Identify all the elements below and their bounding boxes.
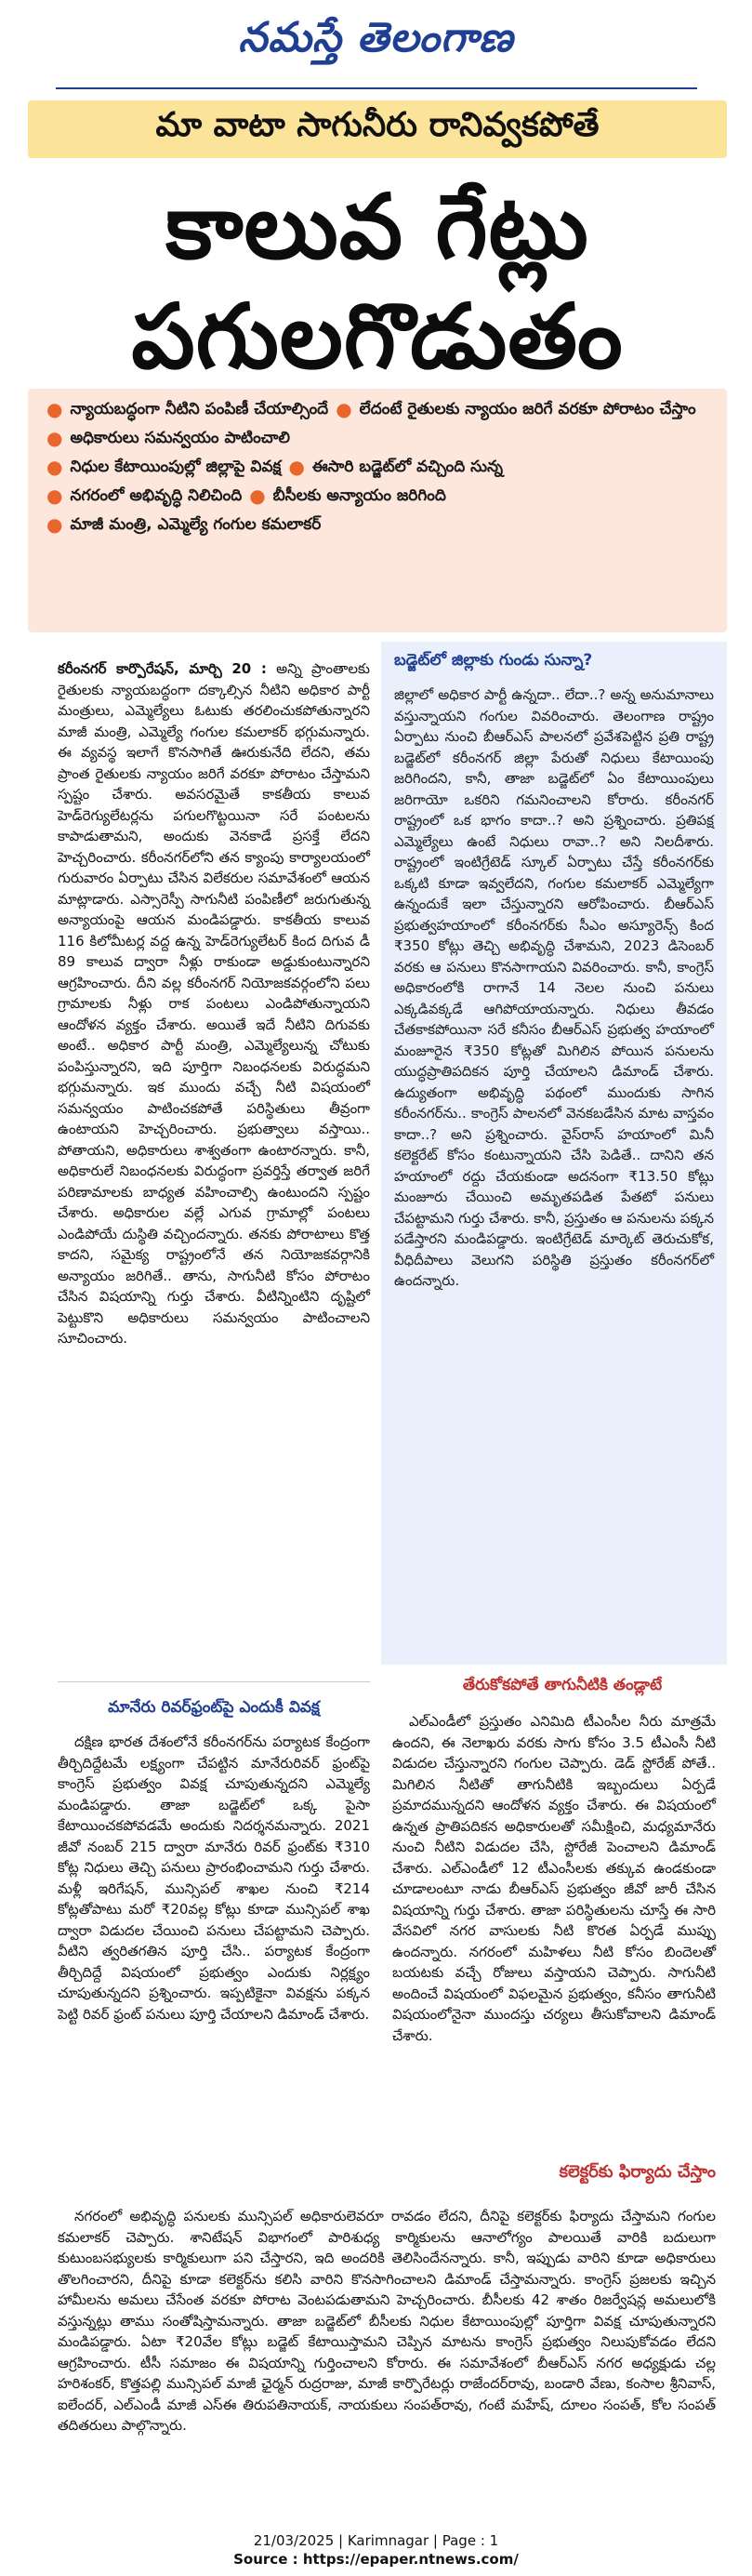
summary-row <box>45 398 710 421</box>
summary-point: నగరంలో అభివృద్ధి నిలిచింది <box>70 486 243 505</box>
summary-row <box>45 513 710 537</box>
masthead-divider <box>56 87 697 89</box>
summary-point: ఈసారి బడ్జెట్‌లో వచ్చింది సున్న <box>311 458 503 476</box>
summary-point: నిధుల కేటాయింపుల్లో జిల్లాపై వివక్ష <box>70 458 282 476</box>
sidebar-heading: బడ్జెట్‌లో జిల్లాకు గుండు సున్నా? <box>394 651 593 670</box>
maneru-paragraph: దక్షిణ భారత దేశంలోనే కరీంనగర్‌ను పర్యాటక కేంద్రంగా తీర్చిదిద్దేటమే లక్ష్యంగా చేపట్టిన మానేరురివర్ ఫ్రంట్‌పై కాంగ్రెస్ ప్రభుత్వం వివక్ష చూపుతున్నదని ఎమ్మెల్యే మండిపడ్డారు. తాజా బడ్జెట్‌లో ఒక్క పైసా కేటాయించకపోవడమే అందుకు నిదర్శనమన్నారు. 2021 జీవో నంబర్ 215 ద్వారా మానేరు రివర్ ఫ్రంట్‌కు ₹310 కోట్ల నిధులు తెచ్చి పనులు ప్రారంభించామని గుర్తు చేశారు. మళ్లీ ఇరిగేషన్, మున్సిపల్ శాఖల నుంచి ₹214 కోట్లతోపాటు మరో ₹20వల్ల కోట్లు కూడా మున్సిపల్ శాఖ ద్వారా విడుదల చేయించి పనులు చేపట్టామని చెప్పారు. వీటిని త్వరితగతిన పూర్తి చేసి.. పర్యాటక కేంద్రంగా తీర్చిదిద్దే విషయంలో ప్రభుత్వం ఎందుకు నిర్లక్ష్యం చూపుతున్నదని ప్రశ్నించారు. ఇప్పటికైనా వివక్షను పక్కన పెట్టి రివర్ ఫ్రంట్ పనులు పూర్తి చేయాలని డిమాండ్ చేశారు. <box>58 1733 370 2023</box>
summary-row <box>45 485 710 508</box>
summary-point: బీసీలకు అన్యాయం జరిగింది <box>272 486 446 505</box>
summary-point: మాజీ మంత్రి, ఎమ్మెల్యే గంగుల కమలాకర్ <box>70 515 322 534</box>
newspaper-name: నమస్తే తెలంగాణ <box>238 14 514 61</box>
summary-point: అధికారులు సమన్వయం పాటించాలి <box>70 429 290 447</box>
main-story <box>58 658 370 1349</box>
section-divider <box>58 1681 370 1682</box>
summary-box <box>28 389 727 632</box>
bullet-icon: ● <box>249 485 266 507</box>
main-story-paragraph <box>58 658 370 1349</box>
bullet-icon: ● <box>288 456 305 478</box>
drinking-water-heading: తేరుకోకపోతే తాగునీటికి తండ్లాటే <box>462 1676 663 1694</box>
sidebar-paragraph: జిల్లాలో అధికార పార్టీ ఉన్నదా.. లేదా..? అన్న అనుమానాలు వస్తున్నాయని గంగుల వివరించారు. తెలంగాణ రాష్ట్రం ఏర్పాటు నుంచి బీఆర్‌ఎస్ పాలనలో ప్రవేశపెట్టిన ప్రతి రాష్ట్ర బడ్జెట్‌లో కరీంనగర్ జిల్లా పేరుతో నిధులు కేటాయింపు జరిగిందని, కానీ, తాజా బడ్జెట్‌లో ఏం కేటాయింపులు జరిగాయో ఒకరిని గమనించాలని కోరారు. కరీంనగర్ రాష్ట్రంలో ఒక భాగం కాదా..? అని ప్రశ్నించారు. ప్రతిపక్ష ఎమ్మెల్యేలు ఉంటే నిధులు రావా..? అని నిలదీశారు. రాష్ట్రంలో ఇంటిగ్రేటెడ్ స్కూల్ ఏర్పాటు చేస్తే కరీంనగర్‌కు ఒక్కటి కూడా ఇవ్వలేదని, గంగుల కమలాకర్ ఎమ్మెల్యేగా ఉన్నందుకే ఇలా చేస్తున్నారని ఆరోపించారు. బీఆర్‌ఎస్ ప్రభుత్వహయాంలో కరీంనగర్‌కు సీఎం అస్యూరెన్స్ కింద ₹350 కోట్లు తెచ్చి అభివృద్ధి చేశామని, 2023 డిసెంబర్ వరకు ఆ పనులు కొనసాగాయని వివరించారు. కానీ, కాంగ్రెస్ అధికారంలోకి రాగానే 14 నెలల నుంచి పనులు ఎక్కడివక్కడే ఆగిపోయాయన్నారు. నిధులు తీవడం చేతకాకపోయినా సరే కనీసం బీఆర్‌ఎస్ ప్రభుత్వ హయాంలో మంజూరైన ₹350 కోట్లతో మిగిలిన పోయిన పనులను యుద్ధప్రాతిపదికన పూర్తి చేయాలని డిమాండ్ చేశారు. ఉద్యుతంగా అభివృద్ధి పథంలో ముందుకు సాగిన కరీంనగర్‌ను.. కాంగ్రెస్ పాలనలో వెనకబడేసిన మాట వాస్తవం కాదా..? అని ప్రశ్నించారు. వైస్‌రాస్ హయాంలో మినీ కలెక్టరేట్ కోసం కంటున్నాయని చేసి పెడితే.. దానిని తన హయాంలో రద్దు చేయకుండా అదనంగా ₹13.50 కోట్లు మంజూరు చేయించి అమృతపడిత పేతటో పనులు చేపట్టామని గుర్తు చేశారు. కానీ, ప్రస్తుతం ఆ పనులను పక్కన పడేస్తారని మండిపడ్డారు. ఇంటిగ్రేటెడ్ మార్కెట్ తెరుచుకోక, వీధిదీపాలు వెలుగని పరిస్థితి ప్రస్తుతం కరీంనగర్‌లో ఉందన్నారు. <box>394 686 714 1289</box>
kicker-text: మా వాటా సాగునీరు రానివ్వకపోతే <box>155 106 600 144</box>
drinking-water-story <box>392 1711 716 2046</box>
summary-point: లేదంటే రైతులకు న్యాయం జరిగే వరకూ పోరాటం చేస్తాం <box>359 400 696 418</box>
headline-line-1: కాలువ గేట్లు <box>165 174 589 279</box>
page-footer <box>0 2531 752 2569</box>
bullet-icon: ● <box>336 398 352 420</box>
headline <box>28 172 727 392</box>
maneru-story <box>58 1732 370 2025</box>
budget-sidebar <box>381 642 727 1665</box>
bullet-icon: ● <box>46 456 63 478</box>
summary-row <box>45 456 710 479</box>
headline-line-2: పగులగొడుతం <box>131 284 624 389</box>
masthead <box>0 0 752 86</box>
sidebar-body <box>394 684 714 1292</box>
edition-meta: 21/03/2025 | Karimnagar | Page : 1 <box>253 2532 499 2549</box>
source-link[interactable]: Source : https://epaper.ntnews.com/ <box>233 2551 519 2568</box>
summary-point: న్యాయబద్ధంగా నీటిని పంపిణీ చేయాల్సిందే <box>70 400 329 418</box>
collector-heading: కలెక్టర్‌కు ఫిర్యాదు చేస్తాం <box>559 2162 716 2182</box>
collector-story <box>58 2206 716 2437</box>
main-story-body: అన్ని ప్రాంతాలకు రైతులకు న్యాయబద్ధంగా దక్కాల్సిన నీటిని అధికార పార్టీ మంత్రులు, ఎమ్మెల్యేలు ఓటుకు తరలించుకపోతున్నారని మాజీ మంత్రి, ఎమ్మెల్యే గంగుల కమలాకర్ భగ్గుమన్నారు. ఈ వ్యవస్థ ఇలాగే కొనసాగితే ఊరుకునేది లేదని, తమ ప్రాంత రైతులకు న్యాయం జరిగే వరకూ పోరాటం చేస్తామని స్పష్టం చేశారు. అవసరమైతే కాకతీయ కాలువ హెడ్‌రెగ్యులేటర్లను పగులగొట్టయినా సరే పంటలను కాపాడుతామని, అందుకు వెనకాడే ప్రసక్తే లేదని హెచ్చరించారు. కరీంనగర్‌లోని తన క్యాంపు కార్యాలయంలో గురువారం ఏర్పాటు చేసిన విలేకరుల సమావేశంలో ఆయన మాట్లాడారు. ఎస్సారెస్పీ సాగునీటి పంపిణీలో జరుగుతున్న అన్యాయంపై ఆయన మండిపడ్డారు. కాకతీయ కాలువ 116 కిలోమీటర్ల వద్ద ఉన్న హెడ్‌రెగ్యులేటర్ కింద దిగువ డీ 89 కాలువ ద్వారా నీళ్లు రాకుండా అడ్డుకుంటున్నారని ఆగ్రహించారు. దీని వల్ల కరీంనగర్ నియోజకవర్గంలోని పలు గ్రామాలకు నీళ్లు రాక పంటలు ఎండిపోతున్నాయని ఆందోళన వ్యక్తం చేశారు. అయితే ఇదే నీటిని దిగువకు అంటే.. అధికార పార్టీ మంత్రి, ఎమ్మెల్యేలున్న చోటుకు పంపిస్తున్నారని, ఇది పూర్తిగా నిబంధనలకు విరుద్ధమని భగ్గుమన్నారు. ఇక ముందు వచ్చే నీటి విషయంలో సమన్వయం పాటించకపోతే పరిస్థితులు తీవ్రంగా ఉంటాయని హెచ్చరించారు. ప్రభుత్వాలు వస్తాయి.. పోతాయని, అధికారులు శాశ్వతంగా ఉంటారన్నారు. కానీ, అధికారులే నిబంధనలకు విరుద్ధంగా ప్రవర్తిస్తే తర్వాత జరిగే పరిణామాలకు బాధ్యత వహించాల్సి ఉంటుందని స్పష్టం చేశారు. అధికారుల వల్లే ఎగువ గ్రామాల్లో పంటలు ఎండిపోయే దుస్థితి వచ్చిందన్నారు. తనకు పోరాటాలు కొత్త కాదని, సమైక్య రాష్ట్రంలోనే తన నియోజకవర్గానికి అన్యాయం జరిగితే.. తాను, సాగునీటి కోసం పోరాటం చేసిన విషయాన్ని గుర్తు చేశారు. వీటిన్నింటిని దృష్టిలో పెట్టుకొని అధికారులు సమన్వయం పాటించాలని సూచించారు. <box>58 660 370 1347</box>
bullet-icon: ● <box>46 485 63 507</box>
kicker-banner <box>28 100 727 158</box>
maneru-heading: మానేరు రివర్‌ఫ్రంట్‌పై ఎందుకీ వివక్ష <box>108 1698 320 1717</box>
collector-paragraph: నగరంలో అభివృద్ధి పనులకు మున్సిపల్ అధికారులెవరూ రావడం లేదని, దీనిపై కలెక్టర్‌కు ఫిర్యాదు చేస్తామని గంగుల కమలాకర్ చెప్పారు. శానిటేషన్ విభాగంలో పారిశుధ్య కార్మికులను ఆనాలోగ్యం పాలయితే వారికి బదులుగా కుటుంబసభ్యులకు కార్మికులుగా పని చేస్తారని, ఇది అందరికి తెలిసిందేనన్నారు. కానీ, ఇప్పుడు వారిని కూడా అధికారులు తొలగించారని, దీనిపై కూడా కలెక్టర్‌ను కలిసి వారిని కొనసాగించాలని డిమాండ్ చేస్తామన్నారు. కాంగ్రెస్ ప్రజలకు ఇచ్చిన హామీలను అమలు చేసేంత వరకూ పోరాట వెంటపడుతామని హెచ్చరించారు. బీసీలకు 42 శాతం రిజర్వేషన్ల అమలులోకి వస్తున్నట్లు తాము సంతోషిస్తామన్నారు. తాజా బడ్జెట్‌లో బీసీలకు నిధుల కేటాయింపుల్లో పూర్తిగా వివక్ష చూపుతున్నారని మండిపడ్డారు. ఏటా ₹20వేల కోట్లు బడ్జెట్ కేటాయిస్తామని చెప్పిన మాటను కాంగ్రెస్ ప్రభుత్వం నిలుపుకోవడం లేదని ఆగ్రహించారు. టీసీ సమాజం ఈ విషయాన్ని గుర్తించాలని కోరారు. ఈ సమావేశంలో బీఆర్‌ఎస్ నగర అధ్యక్షుడు చల్ల హరిశంకర్, కొత్తపల్లి మున్సిపల్ మాజీ ఛైర్మన్ రుద్రరాజు, మాజీ కార్పొరేటర్లు రాజేందర్‌రావు, బండారి వేణు, కంసాల శ్రీనివాస్, ఐలేందర్, ఎల్‌ఎండీ మాజీ ఎస్‌ఈ తిరుపతినాయక్, నాయకులు సంపత్‌రావు, గంటే మహేష్, దూలం సంపత్, కోల సంపత్ తదితరులు పాల్గొన్నారు. <box>58 2208 716 2434</box>
bullet-icon: ● <box>46 427 63 449</box>
drinking-water-paragraph: ఎల్‌ఎండీలో ప్రస్తుతం ఎనిమిది టీఎంసీల నీరు మాత్రమే ఉందని, ఈ నెలాఖరు వరకు సాగు కోసం 3.5 టీఎంసీ నీటి విడుదల చేస్తున్నారని గంగుల చెప్పారు. డెడ్ స్టోరేజ్ పోతే.. మిగిలిన నీటితో తాగునీటికి ఇబ్బందులు ఏర్పడే ప్రమాదమున్నదని ఆందోళన వ్యక్తం చేశారు. ఈ విషయంలో ఉన్నత ప్రాతిపదికన అధికారులతో సమీక్షించి, మధ్యమానేరు నుంచి నీటిని విడుదల చేసి, స్టోరేజీ పెంచాలని డిమాండ్ చేశారు. ఎల్‌ఎండీలో 12 టీఎంసీలకు తక్కువ ఉండకుండా చూడాలంటూ నాడు బీఆర్‌ఎస్ ప్రభుత్వం జీవో జారీ చేసిన విషయాన్ని గుర్తు చేశారు. తాజా పరిస్థితులను చూస్తే ఈ సారి వేసవిలో నగర వాసులకు నీటి కొరత ఏర్పడే ముప్పు ఉందన్నారు. నగరంలో మహిళలు నీటి కోసం బిందెలతో బయటకు వచ్చే రోజులు వస్తాయని చెప్పారు. సాగునీటి అందించే విషయంలో విఫలమైన ప్రభుత్వం, కనీసం తాగునీటి విషయంలోనైనా ముందస్తు చర్యలు తీసుకోవాలని డిమాండ్ చేశారు. <box>392 1713 716 2044</box>
dateline: కరీంనగర్ కార్పొరేషన్, మార్చి 20 : <box>58 660 267 677</box>
bullet-icon: ● <box>46 513 63 536</box>
bullet-icon: ● <box>46 398 63 420</box>
summary-row <box>45 427 710 450</box>
